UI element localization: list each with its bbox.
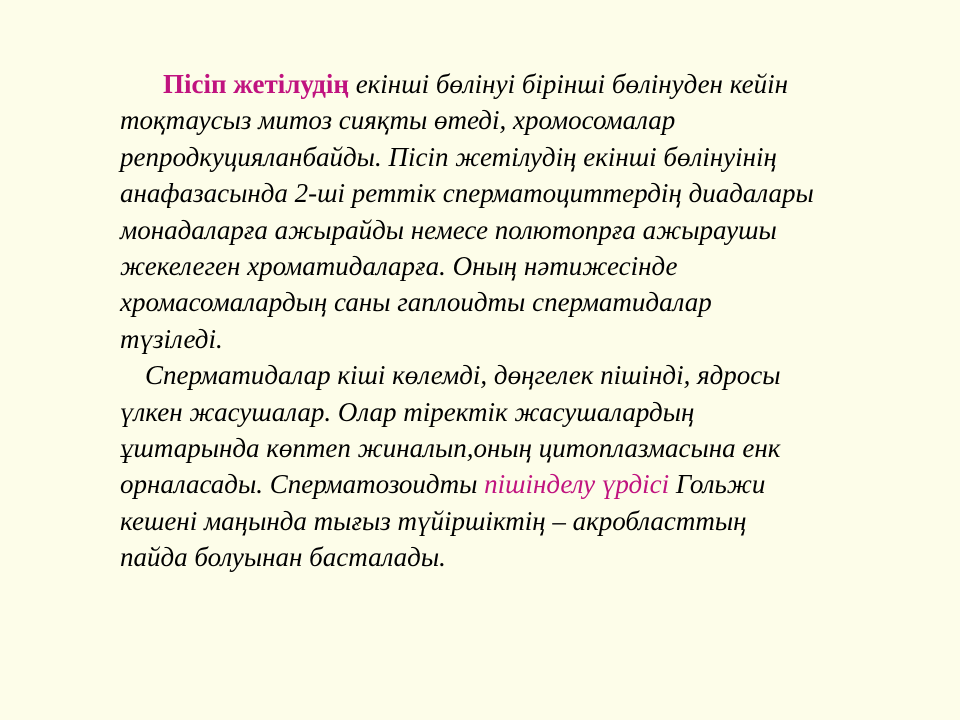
term-highlight: Пісіп жетілудің	[163, 69, 349, 99]
paragraph-1	[120, 66, 930, 357]
paragraph-1-line-2: тоқтаусыз митоз сияқты өтеді, хромосомалар	[120, 105, 676, 136]
paragraph-2-line-4	[120, 466, 930, 502]
paragraph-1-line-4: анафазасында 2-ші реттік сперматоциттердің диадалары	[120, 178, 814, 209]
paragraph-2-line-4-after: Гольжи	[669, 469, 766, 500]
term-highlight-2: пішінделу үрдісі	[484, 469, 670, 500]
paragraph-1-line-3: репродкуцияланбайды. Пісіп жетілудің екінші бөлінуінің	[120, 141, 777, 172]
paragraph-2	[120, 357, 930, 575]
paragraph-2-line-6: пайда болуынан басталады.	[120, 542, 446, 573]
paragraph-1-line-5: монадаларға ажырайды немесе полютопрға ажыраушы	[120, 214, 777, 245]
paragraph-1-line-1-text: екінші бөлінуі бірінші бөлінуден кейін	[348, 69, 789, 99]
paragraph-2-line-1: Сперматидалар кіші көлемді, дөңгелек пішінді, ядросы	[145, 360, 781, 391]
body-text	[120, 66, 930, 576]
paragraph-1-line-1	[120, 66, 930, 102]
paragraph-2-line-3: ұштарында көптеп жиналып,оның цитоплазмасына енк	[120, 433, 781, 464]
paragraph-1-line-7: хромасомалардың саны гаплоидты сперматидалар	[120, 287, 712, 318]
paragraph-2-line-2: үлкен жасушалар. Олар тіректік жасушалардың	[120, 396, 695, 427]
paragraph-1-line-6: жекелеген хроматидаларға. Оның нәтижесінде	[120, 251, 678, 282]
paragraph-2-line-4-before: орналасады. Сперматозоидты	[120, 469, 485, 500]
paragraph-2-line-5: кешені маңында тығыз түйіршіктің – акробласттың	[120, 505, 747, 536]
paragraph-1-line-8: түзіледі.	[120, 323, 223, 354]
